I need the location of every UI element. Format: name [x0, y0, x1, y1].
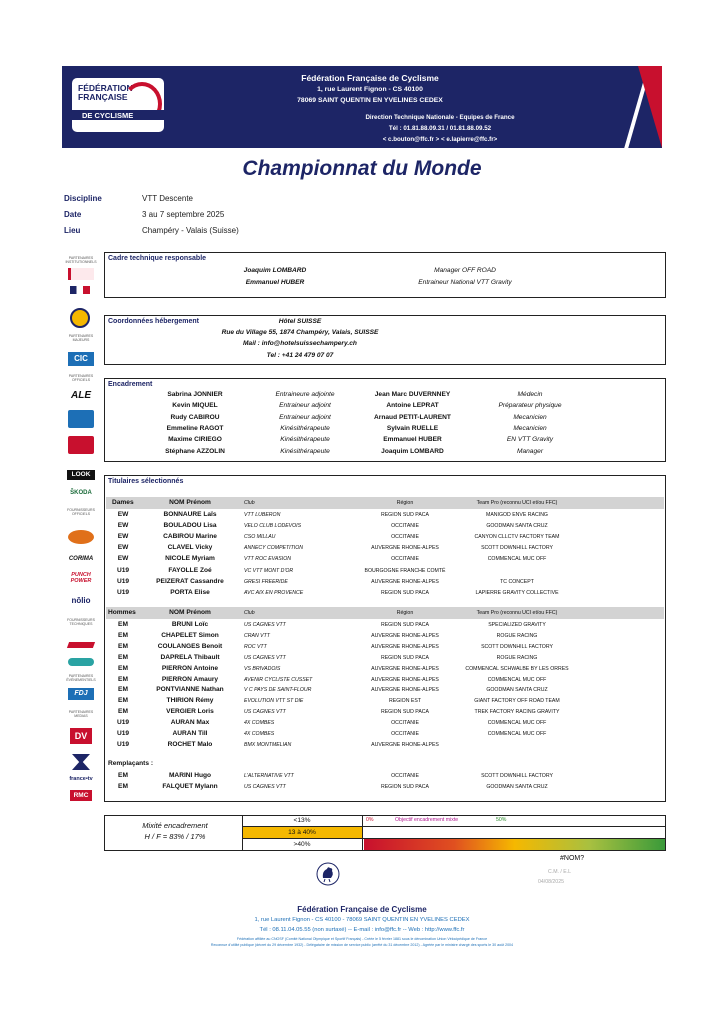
cadre-name-2: Emmanuel HUBER — [245, 279, 305, 286]
ans-logo — [68, 268, 94, 280]
header-dept: Direction Technique Nationale - Equipes de France — [365, 114, 515, 121]
hommes-header-region: Région — [396, 610, 414, 616]
staff-name: Rudy CABIROU — [170, 413, 220, 421]
info-label-discipline: Discipline — [64, 194, 102, 203]
info-label-date: Date — [64, 210, 82, 219]
fdj-logo: FDJ — [68, 688, 94, 700]
rider-team: SCOTT DOWNHILL FACTORY — [481, 545, 553, 552]
rider-team: SPECIALIZED GRAVITY — [488, 622, 546, 628]
rider-club: CSO MILLAU — [244, 534, 276, 541]
rider-name: CABIROU Marine — [163, 533, 217, 541]
rider-team: ROGUE RACING — [496, 654, 538, 661]
rider-region: AUVERGNE RHONE-ALPES — [371, 643, 439, 650]
rider-category: EM — [118, 653, 128, 661]
rider-category: EM — [118, 631, 128, 639]
rider-region: AUVERGNE RHONE-ALPES — [371, 665, 439, 672]
hommes-header-team: Team Pro (reconnu UCI et/ou FFC) — [476, 610, 558, 616]
rider-team: COMMENCAL MUC OFF — [487, 556, 547, 563]
tech-logo-2 — [68, 658, 94, 666]
rider-name: VERGIER Loris — [166, 708, 214, 716]
rider-team: COMMENCAL MUC OFF — [487, 676, 547, 683]
sponsor-section-official: PARTENAIRES OFFICIELS — [68, 374, 94, 382]
rider-team: COMMENCAL MUC OFF — [487, 731, 547, 737]
staff-role: Entraineur adjoint — [279, 413, 331, 421]
rider-category: EM — [118, 642, 128, 650]
rider-region: OCCITANIE — [391, 523, 419, 530]
rider-name: AURAN Max — [170, 719, 210, 727]
rider-team: COMMENCAL SCHWALBE BY LES ORRES — [465, 665, 569, 672]
ale-logo: ALE — [71, 390, 91, 401]
hotel-tel: Tel : +41 24 479 07 07 — [266, 352, 334, 359]
staff-role: Kinésithérapeute — [280, 424, 330, 432]
hotel-name: Hôtel SUISSE — [278, 318, 322, 325]
rider-name: COULANGES Benoit — [157, 642, 223, 650]
cadre-role-1: Manager OFF ROAD — [434, 267, 496, 274]
rider-club: VC VTT MONT D'OR — [244, 567, 294, 574]
rider-category: EW — [117, 544, 129, 552]
header-red-corner — [638, 66, 662, 148]
rider-region: OCCITANIE — [391, 556, 419, 563]
rider-region: AUVERGNE RHONE-ALPES — [371, 578, 439, 585]
rider-region: REGION SUD PACA — [380, 622, 430, 628]
hotel-mail: Mail : info@hotelsuissechampery.ch — [243, 340, 357, 347]
rider-region: AUVERGNE RHONE-ALPES — [371, 676, 439, 683]
rider-region: AUVERGNE RHONE-ALPES — [371, 741, 439, 748]
rider-category: U19 — [116, 588, 130, 596]
rider-club: 4X COMBES — [244, 731, 275, 737]
staff-name: Kevin MIQUEL — [172, 402, 218, 410]
gouvernement-logo — [70, 286, 90, 294]
dames-header-club: Club — [244, 500, 255, 506]
rider-club: VTT LUBERON — [244, 512, 281, 518]
mixite-scale-0: 0% — [366, 817, 374, 823]
staff-role: Entraineur adjoint — [279, 402, 331, 410]
rider-club: AVC AIX EN PROVENCE — [244, 589, 304, 596]
staff-name: Maxime CIRIEGO — [168, 436, 222, 444]
rider-team: GOODMAN SANTA CRUZ — [486, 687, 548, 694]
rider-team: GIANT FACTORY OFF ROAD TEAM — [474, 698, 560, 705]
footer-address: 1, rue Laurent Fignon - CS 40100 - 78069 SAINT QUENTIN EN YVELINES CEDEX — [254, 917, 470, 923]
hommes-header-cat: Hommes — [108, 609, 136, 616]
rider-club: US CAGNES VTT — [244, 654, 286, 661]
rider-club: EVOLUTION VTT ST DIE — [244, 698, 304, 705]
nom-error-tag: #NOM? — [560, 855, 585, 862]
rider-category: EM — [118, 783, 128, 790]
rider-region: REGION SUD PACA — [380, 654, 430, 661]
staff-role: Kinésithérapeute — [280, 436, 330, 444]
mixite-scale-50: 50% — [496, 817, 507, 823]
staff-role: EN VTT Gravity — [506, 436, 554, 444]
rider-region: REGION SUD PACA — [380, 709, 430, 716]
footer-contact: Tél : 08.11.04.05.55 (non surtaxé) -- E-mail : info@ffc.fr -- Web : http://www.ffc.fr — [259, 927, 465, 933]
rider-name: FAYOLLE Zoé — [168, 566, 212, 574]
rider-region: OCCITANIE — [391, 720, 419, 727]
rider-team: SCOTT DOWNHILL FACTORY — [481, 773, 553, 779]
rider-category: EW — [117, 511, 129, 518]
rider-name: BOULADOU Lisa — [163, 522, 217, 530]
staff-name: Jean Marc DUVERNNEY — [374, 391, 451, 398]
remplacants-title: Remplaçants : — [108, 760, 154, 767]
mixite-level-high: >40% — [293, 841, 311, 848]
rider-category: EM — [118, 664, 128, 672]
footer-org: Fédération Française de Cyclisme — [297, 905, 427, 914]
info-value-discipline: VTT Descente — [142, 194, 193, 203]
rider-club: ANNECY COMPETITION — [244, 545, 303, 552]
staff-role: Manager — [516, 447, 544, 455]
rider-category: U19 — [116, 719, 130, 727]
rider-category: EM — [118, 708, 128, 716]
sponsor-section-technical: FOURNISSEURS TECHNIQUES — [67, 618, 95, 626]
rider-name: NICOLE Myriam — [165, 555, 215, 563]
header-org: Fédération Française de Cyclisme — [301, 73, 439, 83]
rider-region: OCCITANIE — [391, 731, 419, 737]
rider-club: V C PAYS DE SAINT-FLOUR — [244, 687, 312, 694]
rider-club: VTT ROC EVASION — [244, 556, 291, 563]
rider-club: US CAGNES VTT — [244, 709, 286, 716]
enedis-logo — [68, 436, 94, 454]
sponsor-section-major: PARTENAIRES MAJEURS — [68, 334, 94, 342]
footer-legal-1: Fédération affiliée au CNOSF (Comité National Olympique et Sportif Français) - Créée le 5 février 1881 sous le dénomination Union Vélocipédique de France — [236, 937, 488, 941]
staff-role: Médecin — [517, 391, 543, 398]
rider-category: U19 — [116, 730, 130, 737]
staff-name: Joaquim LOMBARD — [381, 447, 444, 455]
hotel-address: Rue du Village 55, 1874 Champéry, Valais, SUISSE — [221, 329, 379, 336]
corima-logo: CORIMA — [68, 556, 94, 562]
rider-name: BONNAURE Laïs — [163, 511, 217, 518]
rider-category: U19 — [116, 740, 130, 748]
rider-name: THIRION Rémy — [166, 697, 214, 705]
rider-category: EM — [118, 697, 128, 705]
staff-role: Kinésithérapeute — [280, 447, 330, 455]
nolio-logo: nōlio — [71, 596, 91, 605]
staff-role: Mecanicien — [513, 413, 547, 421]
mixite-level-low: <13% — [293, 817, 311, 824]
rider-region: OCCITANIE — [391, 773, 419, 779]
mixite-gradient-bar — [364, 839, 665, 850]
encadrement-title: Encadrement — [108, 381, 153, 388]
staff-name: Stéphane AZZOLIN — [165, 447, 225, 455]
rider-region: REGION SUD PACA — [380, 512, 430, 518]
rider-category: EM — [118, 675, 128, 683]
rider-category: U19 — [116, 566, 130, 574]
rider-club: BMX MONTMELIAN — [244, 741, 292, 748]
punch-logo: PUNCH POWER — [70, 572, 92, 584]
rider-name: BRUNI Loïc — [171, 621, 209, 628]
skoda-logo: ŠKODA — [70, 490, 92, 496]
rider-region: AUVERGNE RHONE-ALPES — [371, 632, 439, 639]
rider-club: GRESI FREERIDE — [244, 578, 288, 585]
rider-name: PIERRON Amaury — [161, 675, 219, 683]
rider-club: US CAGNES VTT — [244, 784, 286, 790]
sponsor-section-media: PARTENAIRES MEDIAS — [68, 710, 94, 718]
staff-role: Entraineure adjointe — [275, 391, 335, 398]
initials: C.M. / E.L — [548, 869, 572, 875]
rider-category: EM — [118, 772, 128, 779]
header-tel: Tél : 01.81.88.09.31 / 01.81.88.09.52 — [388, 125, 492, 132]
cic-logo: CIC — [68, 352, 94, 366]
info-value-lieu: Champéry - Valais (Suisse) — [142, 226, 239, 235]
rider-name: PONTVIANNE Nathan — [156, 686, 224, 694]
rooster-icon — [316, 862, 340, 886]
rider-region: REGION SUD PACA — [380, 784, 430, 790]
dv-logo: DV — [70, 728, 92, 744]
medal-logo — [70, 308, 90, 328]
rider-category: EW — [117, 522, 129, 530]
rider-name: CLAVEL Vicky — [167, 544, 213, 552]
dames-header-team: Team Pro (reconnu UCI et/ou FFC) — [476, 500, 558, 506]
rider-category: EW — [117, 533, 129, 541]
rider-region: OCCITANIE — [391, 534, 419, 541]
rider-team: ROGUE RACING — [496, 632, 538, 639]
rider-team: GOODMAN SANTA CRUZ — [486, 523, 548, 530]
header-emails: < c.bouton@ffc.fr > < e.lapierre@ffc.fr> — [382, 136, 498, 143]
rider-team: CANYON CLLCTV FACTORY TEAM — [474, 534, 560, 541]
sponsor-section-suppliers: FOURNISSEURS OFFICIELS — [67, 508, 95, 516]
rmc-logo: RMC — [70, 790, 92, 801]
rider-club: AVENIR CYCLISTE CUSSET — [244, 676, 313, 683]
rider-category: U19 — [116, 577, 130, 585]
rider-team: TREK FACTORY RACING GRAVITY — [474, 709, 560, 716]
rider-club: CRAN VTT — [244, 632, 270, 639]
cb-logo — [68, 410, 94, 428]
sponsor-section-institutional: PARTENAIRES INSTITUTIONNELS — [65, 256, 97, 264]
rider-club: 4X COMBES — [244, 720, 275, 727]
rider-club: VS BRIVADOIS — [244, 665, 281, 672]
staff-name: Arnaud PETIT-LAURENT — [374, 413, 451, 421]
doc-date: 04/08/2025 — [538, 879, 564, 885]
tech-logo-1 — [67, 642, 95, 648]
rider-name: ROCHET Malo — [167, 740, 213, 748]
rider-team: GOODMAN SANTA CRUZ — [486, 784, 548, 790]
staff-role: Préparateur physique — [498, 402, 562, 410]
rider-region: AUVERGNE RHONE-ALPES — [371, 687, 439, 694]
rider-name: PEIZERAT Cassandre — [156, 577, 224, 585]
ffc-logo: FÉDÉRATION FRANÇAISE DE CYCLISME — [72, 78, 164, 132]
staff-name: Emmanuel HUBER — [383, 436, 442, 444]
hebergement-title: Coordonnées hébergement — [108, 318, 200, 325]
page-title: Championnat du Monde — [242, 157, 482, 180]
rider-team: COMMENCAL MUC OFF — [487, 720, 547, 727]
header-address2: 78069 SAINT QUENTIN EN YVELINES CEDEX — [297, 97, 443, 104]
staff-role: Mecanicien — [513, 424, 547, 432]
footer-legal-2: Reconnue d'utilité publique (décret du 29 décembre 1932) - Délégataire de mission de service public (arrêté du 31 décembre 2012) - Agréée par le ministre chargé des sports le 30 août 2004 — [210, 943, 514, 947]
cadre-title: Cadre technique responsable — [108, 255, 207, 262]
sponsor-section-events: PARTENAIRES ÉVÉNEMENTIELS — [66, 674, 96, 682]
supplier-logo — [68, 530, 94, 544]
rider-name: DAPRELA Thibault — [160, 653, 220, 661]
rider-team: LAPIERRE GRAVITY COLLECTIVE — [475, 589, 559, 596]
rider-team: TC CONCEPT — [500, 578, 534, 585]
staff-name: Antoine LEPRAT — [386, 402, 439, 410]
header-address1: 1, rue Laurent Fignon - CS 40100 — [317, 86, 423, 93]
dames-header-name: NOM Prénom — [169, 499, 211, 506]
mixite-scale-objective: Objectif encadrement mixte — [395, 817, 459, 823]
info-value-date: 3 au 7 septembre 2025 — [142, 210, 225, 219]
equipe-logo — [72, 754, 90, 770]
rider-region: BOURGOGNE FRANCHE COMTÉ — [364, 567, 446, 574]
rider-club: ROC VTT — [244, 643, 267, 650]
look-logo: LOOK — [67, 470, 95, 480]
rider-name: AURAN Till — [172, 730, 208, 737]
rider-category: EM — [118, 621, 128, 628]
dames-header-cat: Dames — [112, 499, 134, 506]
rider-category: EW — [117, 555, 129, 563]
info-label-lieu: Lieu — [64, 226, 81, 235]
cadre-role-2: Entraineur National VTT Gravity — [418, 279, 512, 286]
rider-name: MARINI Hugo — [168, 772, 212, 779]
dames-header-region: Région — [396, 500, 414, 506]
staff-name: Sylvain RUELLE — [386, 424, 439, 432]
rider-name: FALQUET Mylann — [162, 783, 218, 790]
hommes-header-club: Club — [244, 610, 255, 616]
rider-club: L'ALTERNATIVE VTT — [244, 773, 294, 779]
rider-club: VELO CLUB LODEVOIS — [244, 523, 302, 530]
rider-name: PIERRON Antoine — [161, 664, 219, 672]
rider-category: EM — [118, 686, 128, 694]
rider-team: SCOTT DOWNHILL FACTORY — [481, 643, 553, 650]
staff-name: Emmeline RAGOT — [166, 424, 224, 432]
rider-team: MANIGOD ENVE RACING — [486, 512, 548, 518]
mixite-label: Mixité encadrement — [142, 821, 208, 830]
rider-name: PORTA Elise — [170, 588, 210, 596]
rider-region: AUVERGNE RHONE-ALPES — [371, 545, 439, 552]
francetv-logo: france•tv — [69, 776, 93, 782]
cadre-name-1: Joaquim LOMBARD — [243, 267, 307, 274]
rider-region: REGION SUD PACA — [380, 589, 430, 596]
mixite-ratio: H / F = 83% / 17% — [144, 832, 206, 841]
mixite-level-mid: 13 à 40% — [288, 829, 316, 836]
rider-region: REGION EST — [389, 698, 421, 705]
staff-name: Sabrina JONNIER — [167, 391, 223, 398]
rider-name: CHAPELET Simon — [161, 631, 219, 639]
hommes-header-name: NOM Prénom — [169, 609, 211, 616]
titulaires-title: Titulaires sélectionnés — [108, 478, 184, 485]
rider-club: US CAGNES VTT — [244, 622, 286, 628]
